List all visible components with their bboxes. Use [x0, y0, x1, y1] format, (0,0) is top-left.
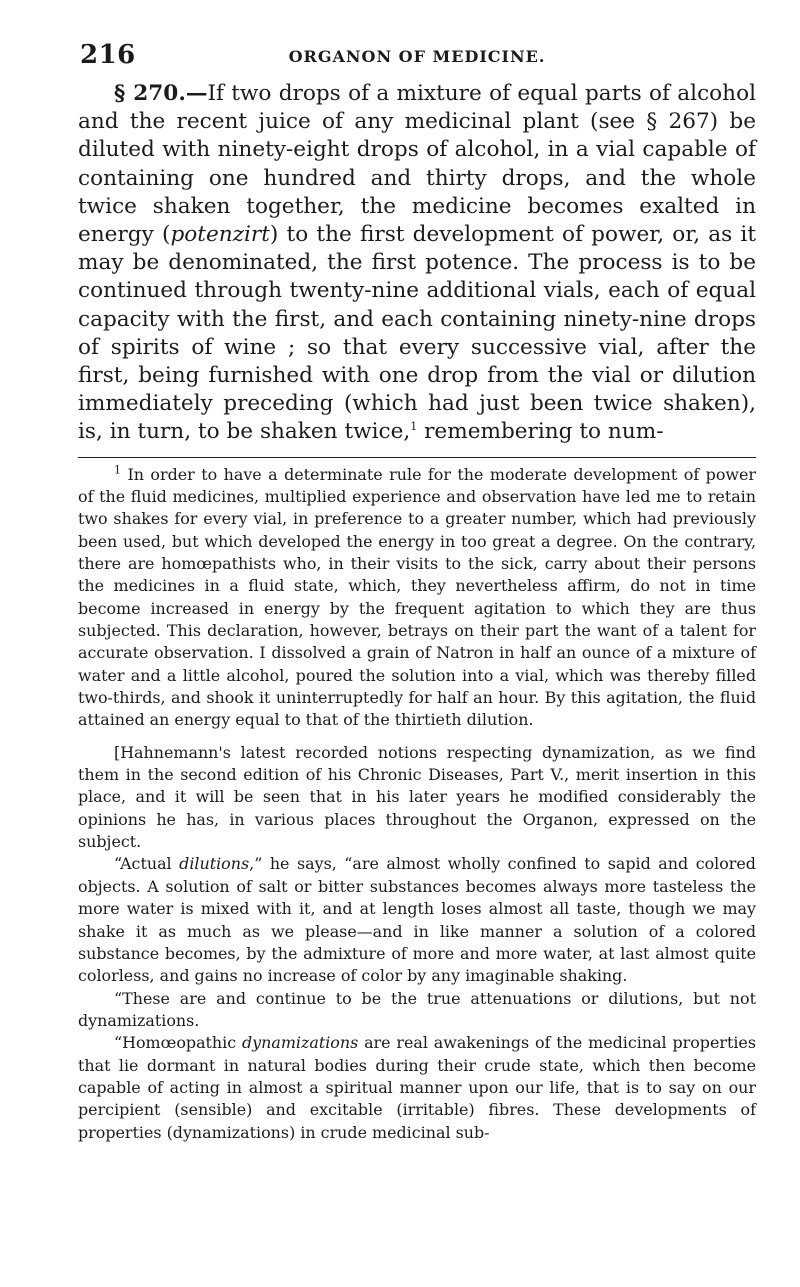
quote-1-open: “Actual	[114, 854, 180, 874]
editor-note: [Hahnemann's latest recorded notions respecting dynamization, as we find them in the second edition of his Chronic Diseases, Part V., merit insertion in this place, and it will be seen that in his later years he modified considerably the opinions he has, in various places throughout the Organon, expressed on the subject.	[78, 742, 756, 852]
running-title: ORGANON OF MEDICINE.	[288, 47, 546, 66]
term-dynamizations: dynamizations	[241, 1033, 359, 1053]
quote-1-rest: ,” he says, “are almost wholly confined to sapid and colored objects. A solution of salt or bitter substances becomes always more tasteless the more water is mixed with it, and at length loses almost all taste, though we may shake it as much as we please—and in like manner a solution of a colored substance becomes, by the admixture of more and more water, at last almost quite colorless, and gains no increase of color by any imaginable shaking.	[78, 854, 756, 986]
quote-actual-dilutions	[78, 853, 756, 987]
quote-3-open: “Homœopathic	[114, 1033, 242, 1053]
term-potenzirt: potenzirt	[170, 222, 270, 248]
quote-homoeopathic-dynamizations	[78, 1032, 756, 1144]
body-text-part-1: If two drops of a mixture of equal parts of alcohol and the recent juice of any medicinal plant (see § 267) be diluted with ninety-eight drops of alcohol, in a vial capable of containing one hundred and thirty drops, and the whole twice shaken together, the medicine becomes exalted in energy (	[78, 81, 756, 248]
footnote-marker: 1	[114, 463, 121, 477]
footnote-1	[78, 464, 756, 732]
quote-3-rest: are real awakenings of the medicinal properties that lie dormant in natural bodies during their crude state, which then become capable of acting in almost a spiritual manner upon our life, that is to say on our percipient (sensible) and excitable (irritable) fibres. These developments of properties (dynamizations) in crude medicinal sub-	[78, 1033, 756, 1142]
term-dilutions: dilutions	[179, 854, 250, 874]
footnote-1-text: In order to have a determinate rule for the moderate development of power of the fluid medicines, multiplied experience and observation have led me to retain two shakes for every vial, in preference to a greater number, which had previously been used, but which developed the energy in too great a degree. On the contrary, there are homœpathists who, in their visits to the sick, carry about their persons the medicines in a fluid state, which, they nevertheless affirm, do not in time become increased in energy by the frequent agitation to which they are thus subjected. This declaration, however, betrays on their part the want of a talent for accurate observation. I dissolved a grain of Natron in half an ounce of a mixture of water and a little alcohol, poured the solution into a vial, which was thereby filled two-thirds, and shook it uninterruptedly for half an hour. By this agitation, the fluid attained an energy equal to that of the thirtieth dilution.	[78, 464, 756, 730]
body-text-part-2: ) to the first development of power, or, as it may be denominated, the first potence. The process is to be continued through twenty-nine additional vials, each of equal capacity with the first, and each containing ninety-nine drops of spirits of wine ; so that every successive vial, after the first, being furnished with one drop from the vial or dilution immediately preceding (which had just been twice shaken), is, in turn, to be shaken twice,	[78, 222, 756, 445]
book-page	[78, 40, 756, 1144]
footnote-divider	[78, 457, 756, 458]
body-text-part-3: remembering to num-	[417, 419, 664, 445]
page-header	[78, 40, 756, 80]
page-number: 216	[80, 40, 136, 70]
section-270-paragraph	[78, 80, 756, 447]
quote-true-attenuations: “These are and continue to be the true attenuations or dilutions, but not dynamizations.	[78, 988, 756, 1030]
footnote-reference: 1	[410, 420, 418, 434]
section-number: § 270.—	[114, 81, 208, 106]
